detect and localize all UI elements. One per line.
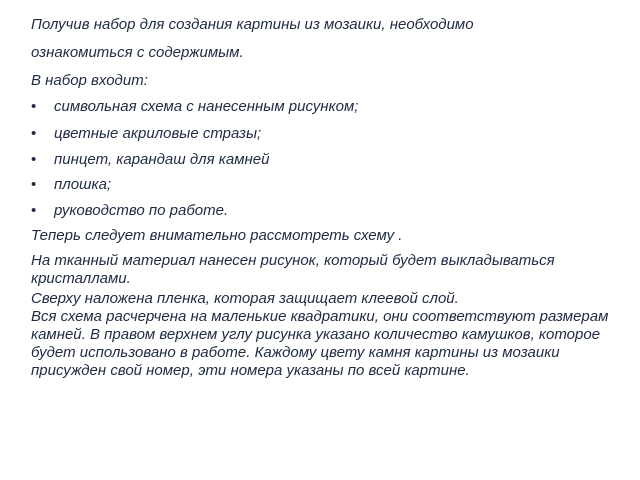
list-item-text: руководство по работе. <box>54 202 229 219</box>
body-paragraph-3: Вся схема расчерчена на маленькие квадратики, они соответствуют размерам камней. В правом верхнем углу рисунка указано количество камушков, которое будет использовано в работе. Каждому цвету камня картины из мозаики присужден свой номер, эти номера указаны по всей картине. <box>31 308 609 379</box>
bullet-icon: • <box>31 202 37 219</box>
list-item <box>31 202 228 220</box>
list-item <box>31 125 261 143</box>
list-item-text: плошка; <box>54 176 112 193</box>
bullet-icon: • <box>31 125 37 142</box>
list-item-text: цветные акриловые стразы; <box>54 125 262 142</box>
body-paragraph-2: Сверху наложена пленка, которая защищает клеевой слой. <box>31 290 459 307</box>
intro-line-3: В набор входит: <box>31 72 148 89</box>
bullet-icon: • <box>31 151 37 168</box>
next-step-line: Теперь следует внимательно рассмотреть схему . <box>31 227 403 244</box>
bullet-icon: • <box>31 176 37 193</box>
list-item <box>31 176 111 194</box>
list-item-text: пинцет, карандаш для камней <box>54 151 270 168</box>
bullet-icon: • <box>31 98 37 115</box>
list-item <box>31 98 358 116</box>
list-item-text: символьная схема с нанесенным рисунком; <box>54 98 359 115</box>
body-paragraph-1: На тканный материал нанесен рисунок, который будет выкладываться кристаллами. <box>31 252 555 287</box>
list-item <box>31 151 269 169</box>
intro-line-2: ознакомиться с содержимым. <box>31 44 244 61</box>
intro-line-1: Получив набор для создания картины из мозаики, необходимо <box>31 16 474 33</box>
